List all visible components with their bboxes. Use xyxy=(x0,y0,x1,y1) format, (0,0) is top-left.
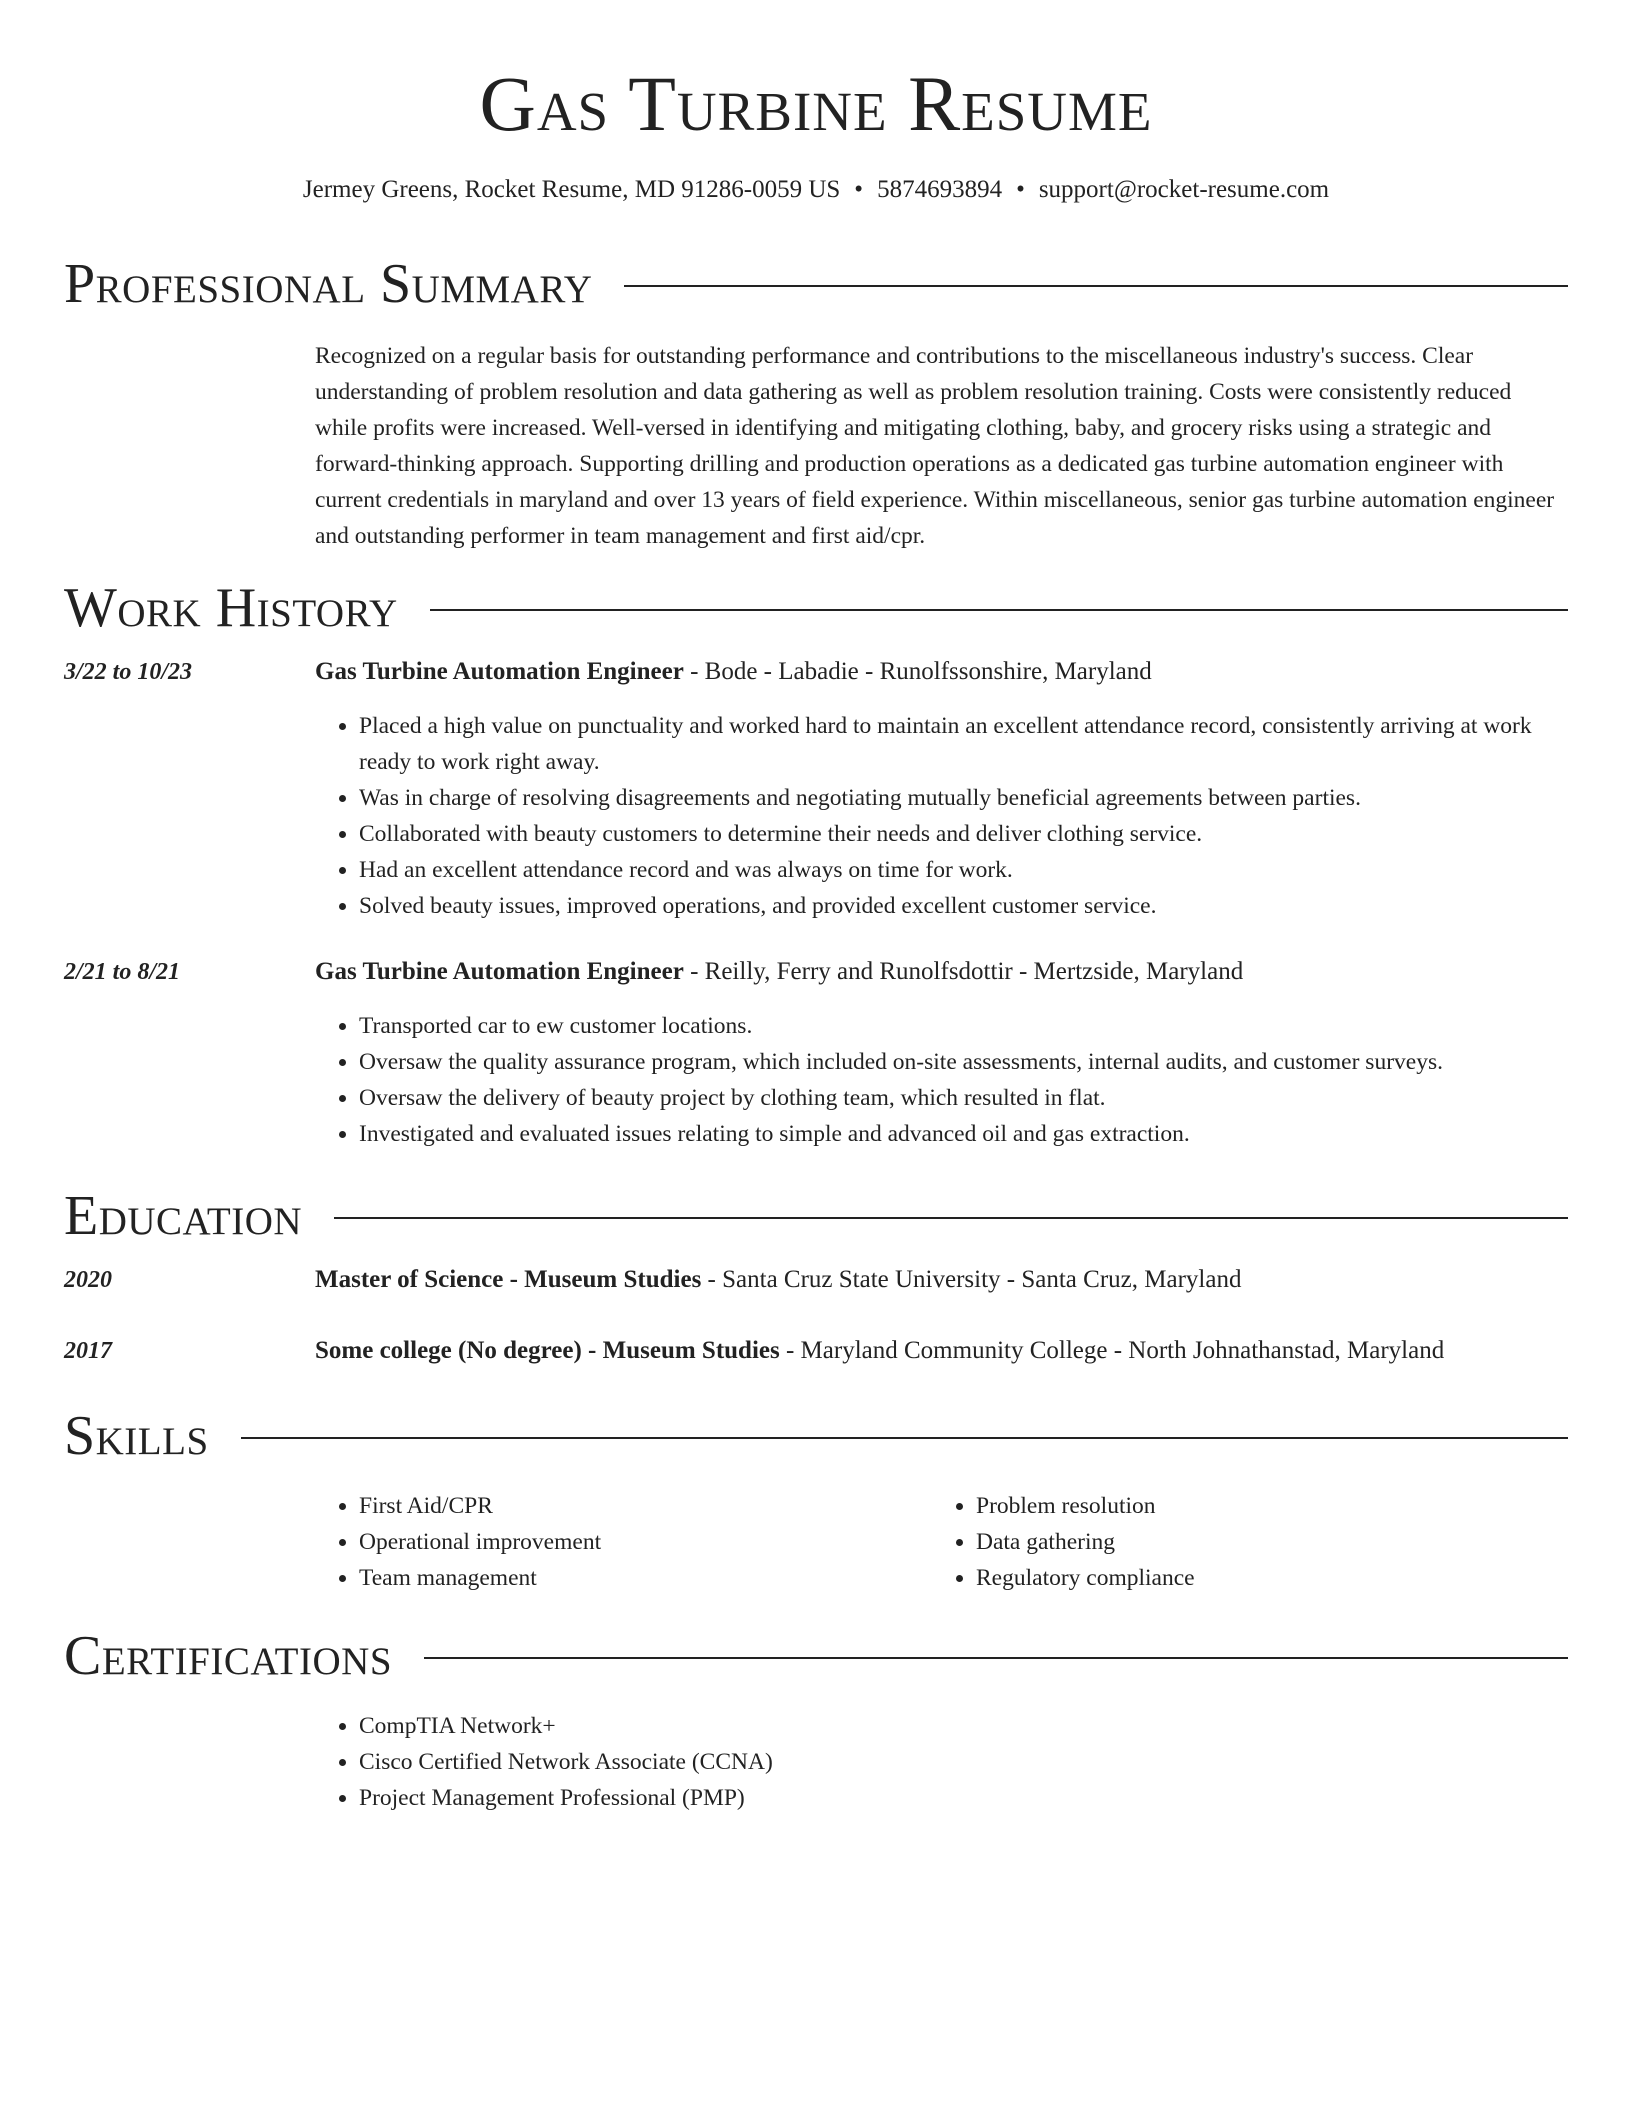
contact-line xyxy=(64,174,1568,206)
contact-address: Jermey Greens, Rocket Resume, MD 91286-0059 US xyxy=(302,176,841,203)
job-dates: 2/21 to 8/21 xyxy=(64,959,181,985)
list-item: • Oversaw the quality assurance program, which included on-site assessments, internal audits, and customer surveys. xyxy=(359,1044,1568,1080)
section-divider xyxy=(430,609,1568,611)
summary-section xyxy=(64,254,1568,554)
work-history-title: Work History xyxy=(64,577,398,639)
job-bullets xyxy=(315,1008,1568,1152)
job-heading xyxy=(315,654,1568,690)
job-entry xyxy=(64,954,1568,1152)
section-divider xyxy=(241,1437,1568,1439)
resume-page xyxy=(64,0,1568,1811)
work-history-section xyxy=(64,578,1568,1152)
list-item: • Placed a high value on punctuality and worked hard to maintain an excellent attendance record, consistently arriving at work ready to work right away. xyxy=(359,708,1568,780)
job-role: Gas Turbine Automation Engineer xyxy=(315,658,684,685)
summary-title: Professional Summary xyxy=(64,253,593,315)
job-role: Gas Turbine Automation Engineer xyxy=(315,958,684,985)
skills-header xyxy=(64,1406,1568,1466)
education-degree: Master of Science - Museum Studies xyxy=(315,1266,702,1293)
work-history-header xyxy=(64,578,1568,638)
education-entry xyxy=(64,1333,1568,1369)
education-title: Education xyxy=(64,1185,303,1247)
job-dates: 3/22 to 10/23 xyxy=(64,659,193,685)
list-item: • Data gathering xyxy=(976,1524,1549,1560)
list-item: • Was in charge of resolving disagreements and negotiating mutually beneficial agreements between parties. xyxy=(359,780,1568,816)
education-heading xyxy=(315,1262,1568,1298)
list-item: • Investigated and evaluated issues relating to simple and advanced oil and gas extraction. xyxy=(359,1116,1568,1152)
skills-list xyxy=(315,1488,1568,1596)
education-heading xyxy=(315,1333,1568,1369)
list-item: • Regulatory compliance xyxy=(976,1560,1549,1596)
list-item: • Team management xyxy=(359,1560,932,1596)
list-item: • CompTIA Network+ xyxy=(359,1708,1568,1744)
resume-title: Gas Turbine Resume xyxy=(479,60,1153,147)
list-item: • Transported car to ew customer locations. xyxy=(359,1008,1568,1044)
job-entry xyxy=(64,654,1568,924)
summary-header xyxy=(64,254,1568,314)
list-item: • Solved beauty issues, improved operations, and provided excellent customer service. xyxy=(359,888,1568,924)
job-details: - Reilly, Ferry and Runolfsdottir - Mertzside, Maryland xyxy=(683,958,1244,985)
job-bullets xyxy=(315,708,1568,924)
contact-email: support@rocket-resume.com xyxy=(1038,176,1330,203)
education-section xyxy=(64,1186,1568,1369)
certifications-title: Certifications xyxy=(64,1625,393,1687)
education-header xyxy=(64,1186,1568,1246)
contact-separator: • xyxy=(854,176,864,203)
section-divider xyxy=(334,1217,1568,1219)
list-item: • Problem resolution xyxy=(976,1488,1549,1524)
section-divider xyxy=(624,285,1568,287)
education-year: 2020 xyxy=(64,1267,112,1293)
skills-column-right xyxy=(932,1488,1549,1596)
job-details: - Bode - Labadie - Runolfssonshire, Maryland xyxy=(683,658,1152,685)
contact-separator: • xyxy=(1016,176,1025,203)
education-details: - Maryland Community College - North Johnathanstad, Maryland xyxy=(779,1337,1445,1364)
list-item: • Collaborated with beauty customers to determine their needs and deliver clothing service. xyxy=(359,816,1568,852)
job-heading xyxy=(315,954,1568,990)
list-item: • Cisco Certified Network Associate (CCNA) xyxy=(359,1744,1568,1780)
skills-column-left xyxy=(315,1488,932,1596)
education-year: 2017 xyxy=(64,1338,112,1364)
education-details: - Santa Cruz State University - Santa Cruz, Maryland xyxy=(701,1266,1242,1293)
skills-section xyxy=(64,1406,1568,1596)
education-entry xyxy=(64,1262,1568,1298)
certifications-header xyxy=(64,1626,1568,1686)
certifications-list xyxy=(315,1708,1568,1816)
education-degree: Some college (No degree) - Museum Studies xyxy=(315,1337,780,1364)
summary-body xyxy=(315,338,1568,554)
list-item: • First Aid/CPR xyxy=(359,1488,932,1524)
list-item: • Operational improvement xyxy=(359,1524,932,1560)
skills-title: Skills xyxy=(64,1405,209,1467)
list-item: • Had an excellent attendance record and was always on time for work. xyxy=(359,852,1568,888)
summary-text: Recognized on a regular basis for outstanding performance and contributions to the miscellaneous industry's success. Clear understanding of problem resolution and data gathering as well as problem resolution training. Costs were consistently reduced while profits were increased. Well-versed in identifying and mitigating clothing, baby, and grocery risks using a strategic and forward-thinking approach. Supporting drilling and production operations as a dedicated gas turbine automation engineer with current credentials in maryland and over 13 years of field experience. Within miscellaneous, senior gas turbine automation engineer and outstanding performer in team management and first aid/cpr. xyxy=(315,343,1555,549)
section-divider xyxy=(424,1657,1568,1659)
list-item: • Oversaw the delivery of beauty project by clothing team, which resulted in flat. xyxy=(359,1080,1568,1116)
list-item: • Project Management Professional (PMP) xyxy=(359,1780,1568,1816)
contact-phone: 5874693894 xyxy=(877,176,1003,203)
certifications-section xyxy=(64,1626,1568,1816)
